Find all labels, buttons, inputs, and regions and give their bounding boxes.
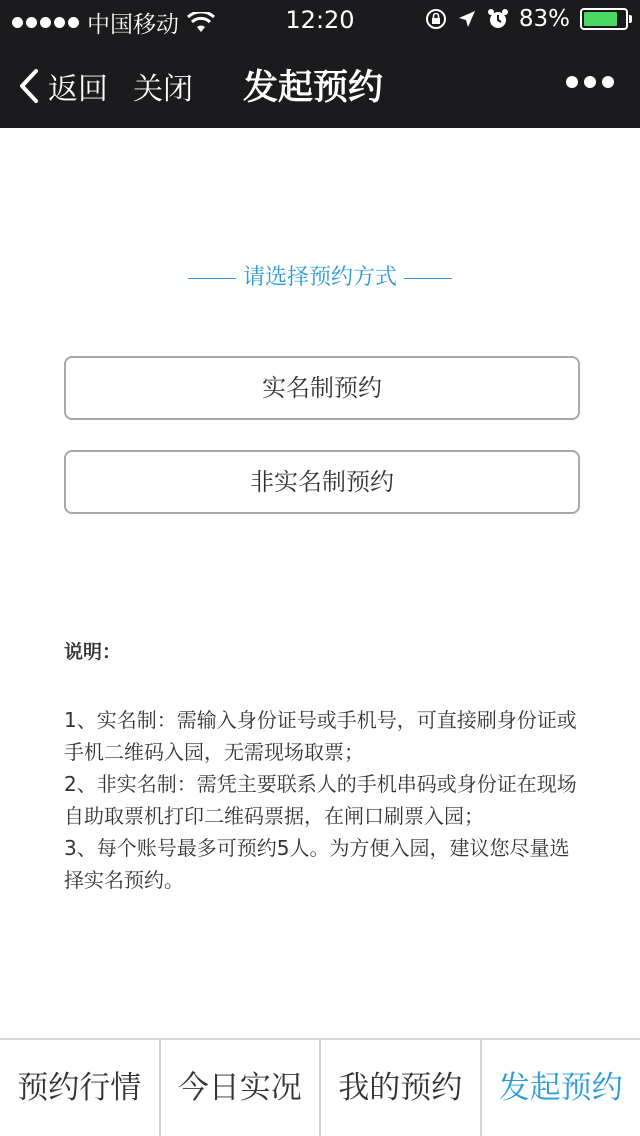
status-right xyxy=(425,6,628,32)
note-item: 3、每个账号最多可预约5人。为方便入园，建议您尽量选择实名预约。 xyxy=(64,836,570,892)
battery-fill xyxy=(584,12,617,26)
back-button[interactable] xyxy=(18,64,108,108)
note-item: 2、非实名制：需凭主要联系人的手机串码或身份证在现场自助取票机打印二维码票据，在闸口刷票入园； xyxy=(64,772,577,828)
rotation-lock-icon xyxy=(425,8,447,30)
tab-new-booking[interactable]: 发起预约 xyxy=(480,1040,640,1136)
alarm-icon xyxy=(487,8,509,30)
tab-bar xyxy=(0,1038,640,1136)
location-icon xyxy=(457,9,477,29)
non-real-name-booking-button[interactable]: 非实名制预约 xyxy=(64,450,580,514)
page-title: 发起预约 xyxy=(243,68,384,108)
tab-my-bookings[interactable]: 我的预约 xyxy=(319,1040,480,1136)
divider-left xyxy=(188,278,236,279)
tab-booking-trends[interactable]: 预约行情 xyxy=(17,1070,142,1106)
real-name-booking-button[interactable]: 实名制预约 xyxy=(64,356,580,420)
notes-title: 说明： xyxy=(64,641,122,663)
close-button[interactable]: 关闭 xyxy=(133,72,193,107)
more-icon[interactable] xyxy=(566,76,614,88)
nav-bar xyxy=(0,40,640,128)
choose-method-text: 请选择预约方式 xyxy=(242,265,397,290)
note-item: 1、实名制：需输入身份证号或手机号，可直接刷身份证或手机二维码入园，无需现场取票； xyxy=(64,708,577,764)
tab-today-live[interactable]: 今日实况 xyxy=(159,1040,320,1136)
carrier-name: 中国移动 xyxy=(87,12,179,38)
battery-percent: 83% xyxy=(518,6,570,32)
status-time: 12:20 xyxy=(285,6,355,34)
status-bar xyxy=(0,0,640,40)
divider-right xyxy=(404,278,452,279)
battery-icon xyxy=(580,8,628,30)
notes xyxy=(64,704,584,896)
choose-method-heading xyxy=(0,260,640,291)
chevron-left-icon xyxy=(18,68,40,104)
back-label: 返回 xyxy=(48,72,108,107)
